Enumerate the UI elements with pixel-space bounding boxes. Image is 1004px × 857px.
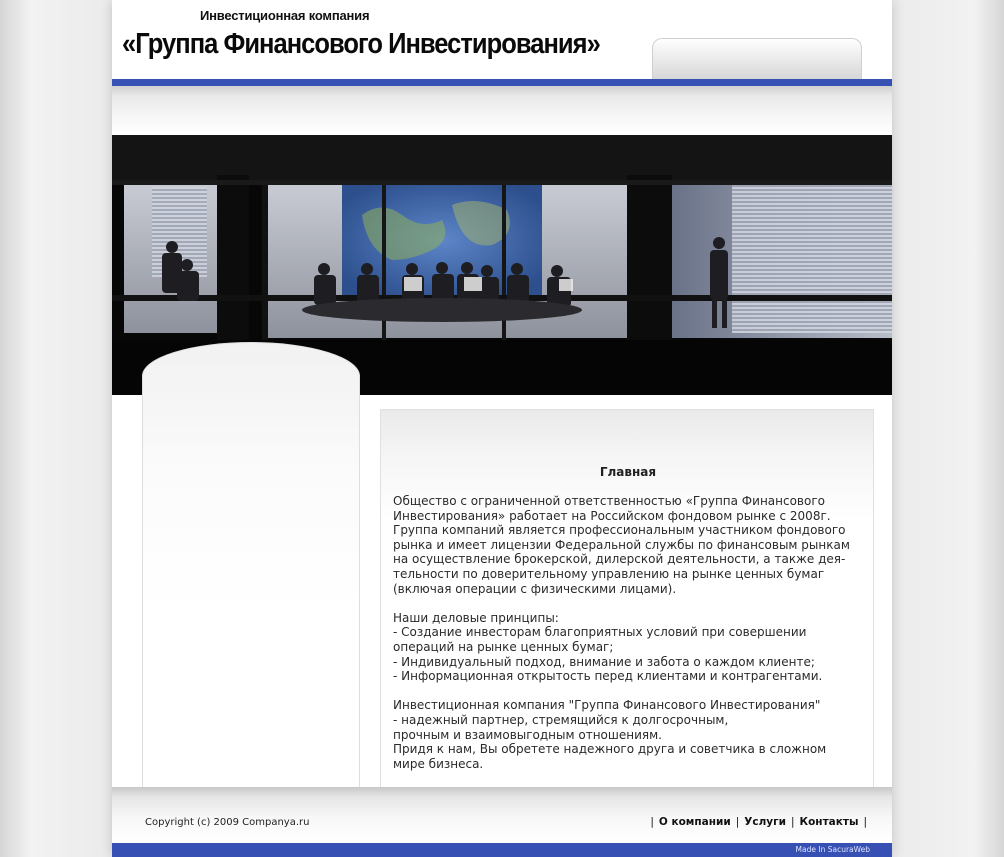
made-in-credit: Made In SacuraWeb [795,845,870,854]
main-content-panel [380,409,874,787]
content-line: мире бизнеса. [393,756,484,771]
copyright-text: Copyright (c) 2009 Companya.ru [145,817,310,828]
footer-link-contacts[interactable]: Контакты [799,816,859,828]
content-line: - Индивидуальный подход, внимание и забота о каждом клиенте; [393,654,815,669]
content-line: - Информационная открытость перед клиентами и контрагентами. [393,669,823,684]
content-line: - Создание инвесторам благоприятных условий при совершении [393,625,807,640]
navigation-band [112,86,892,135]
paragraph-gap [393,596,863,611]
site-title: «Группа Финансового Инвестирования» [122,28,600,60]
header-blue-bar [112,79,892,86]
content-line: Инвестиционная компания "Группа Финансового Инвестирования" [393,698,821,713]
content-line: Инвестирования» работает на Российском фондовом рынке с 2008г. [393,508,831,523]
content-heading: Главная [599,465,657,479]
page-container [112,0,892,857]
content-line: прочным и взаимовыгодным отношениям. [393,727,662,742]
content-line: рынка и имеет лицензии Федеральной службы по финансовым рынкам [393,537,850,552]
footer-separator: | [735,816,740,828]
site-header [112,0,892,80]
content-line: - надежный партнер, стремящийся к долгосрочным, [393,712,729,727]
content-line: тельности по доверительному управлению на рынке ценных бумаг [393,566,825,581]
footer-separator: | [650,816,654,828]
footer-separator: | [863,816,867,828]
content-line: Наши деловые принципы: [393,610,559,625]
content-line: Группа компаний является профессиональным участником фондового [393,523,846,538]
footer-link-about[interactable]: О компании [658,816,731,828]
site-subtitle: Инвестиционная компания [200,8,370,23]
footer-link-services[interactable]: Услуги [744,816,786,828]
content-line: Общество с ограниченной ответственностью «Группа Финансового [393,494,825,508]
footer-separator: | [790,816,795,828]
footer-band [112,787,892,843]
content-line: операций на рынке ценных бумаг; [393,639,614,654]
content-body [393,494,863,771]
content-line: (включая операции с физическими лицами). [393,581,677,596]
content-line: на осуществление брокерской, дилерской деятельности, а также дея- [393,552,846,567]
content-line: Придя к нам, Вы обретете надежного друга и советчика в сложном [393,742,827,757]
footer-blue-bar [112,843,892,857]
footer-nav [645,816,872,828]
header-tab-decoration [652,38,862,80]
left-sidebar [142,342,360,787]
paragraph-gap [393,684,863,699]
